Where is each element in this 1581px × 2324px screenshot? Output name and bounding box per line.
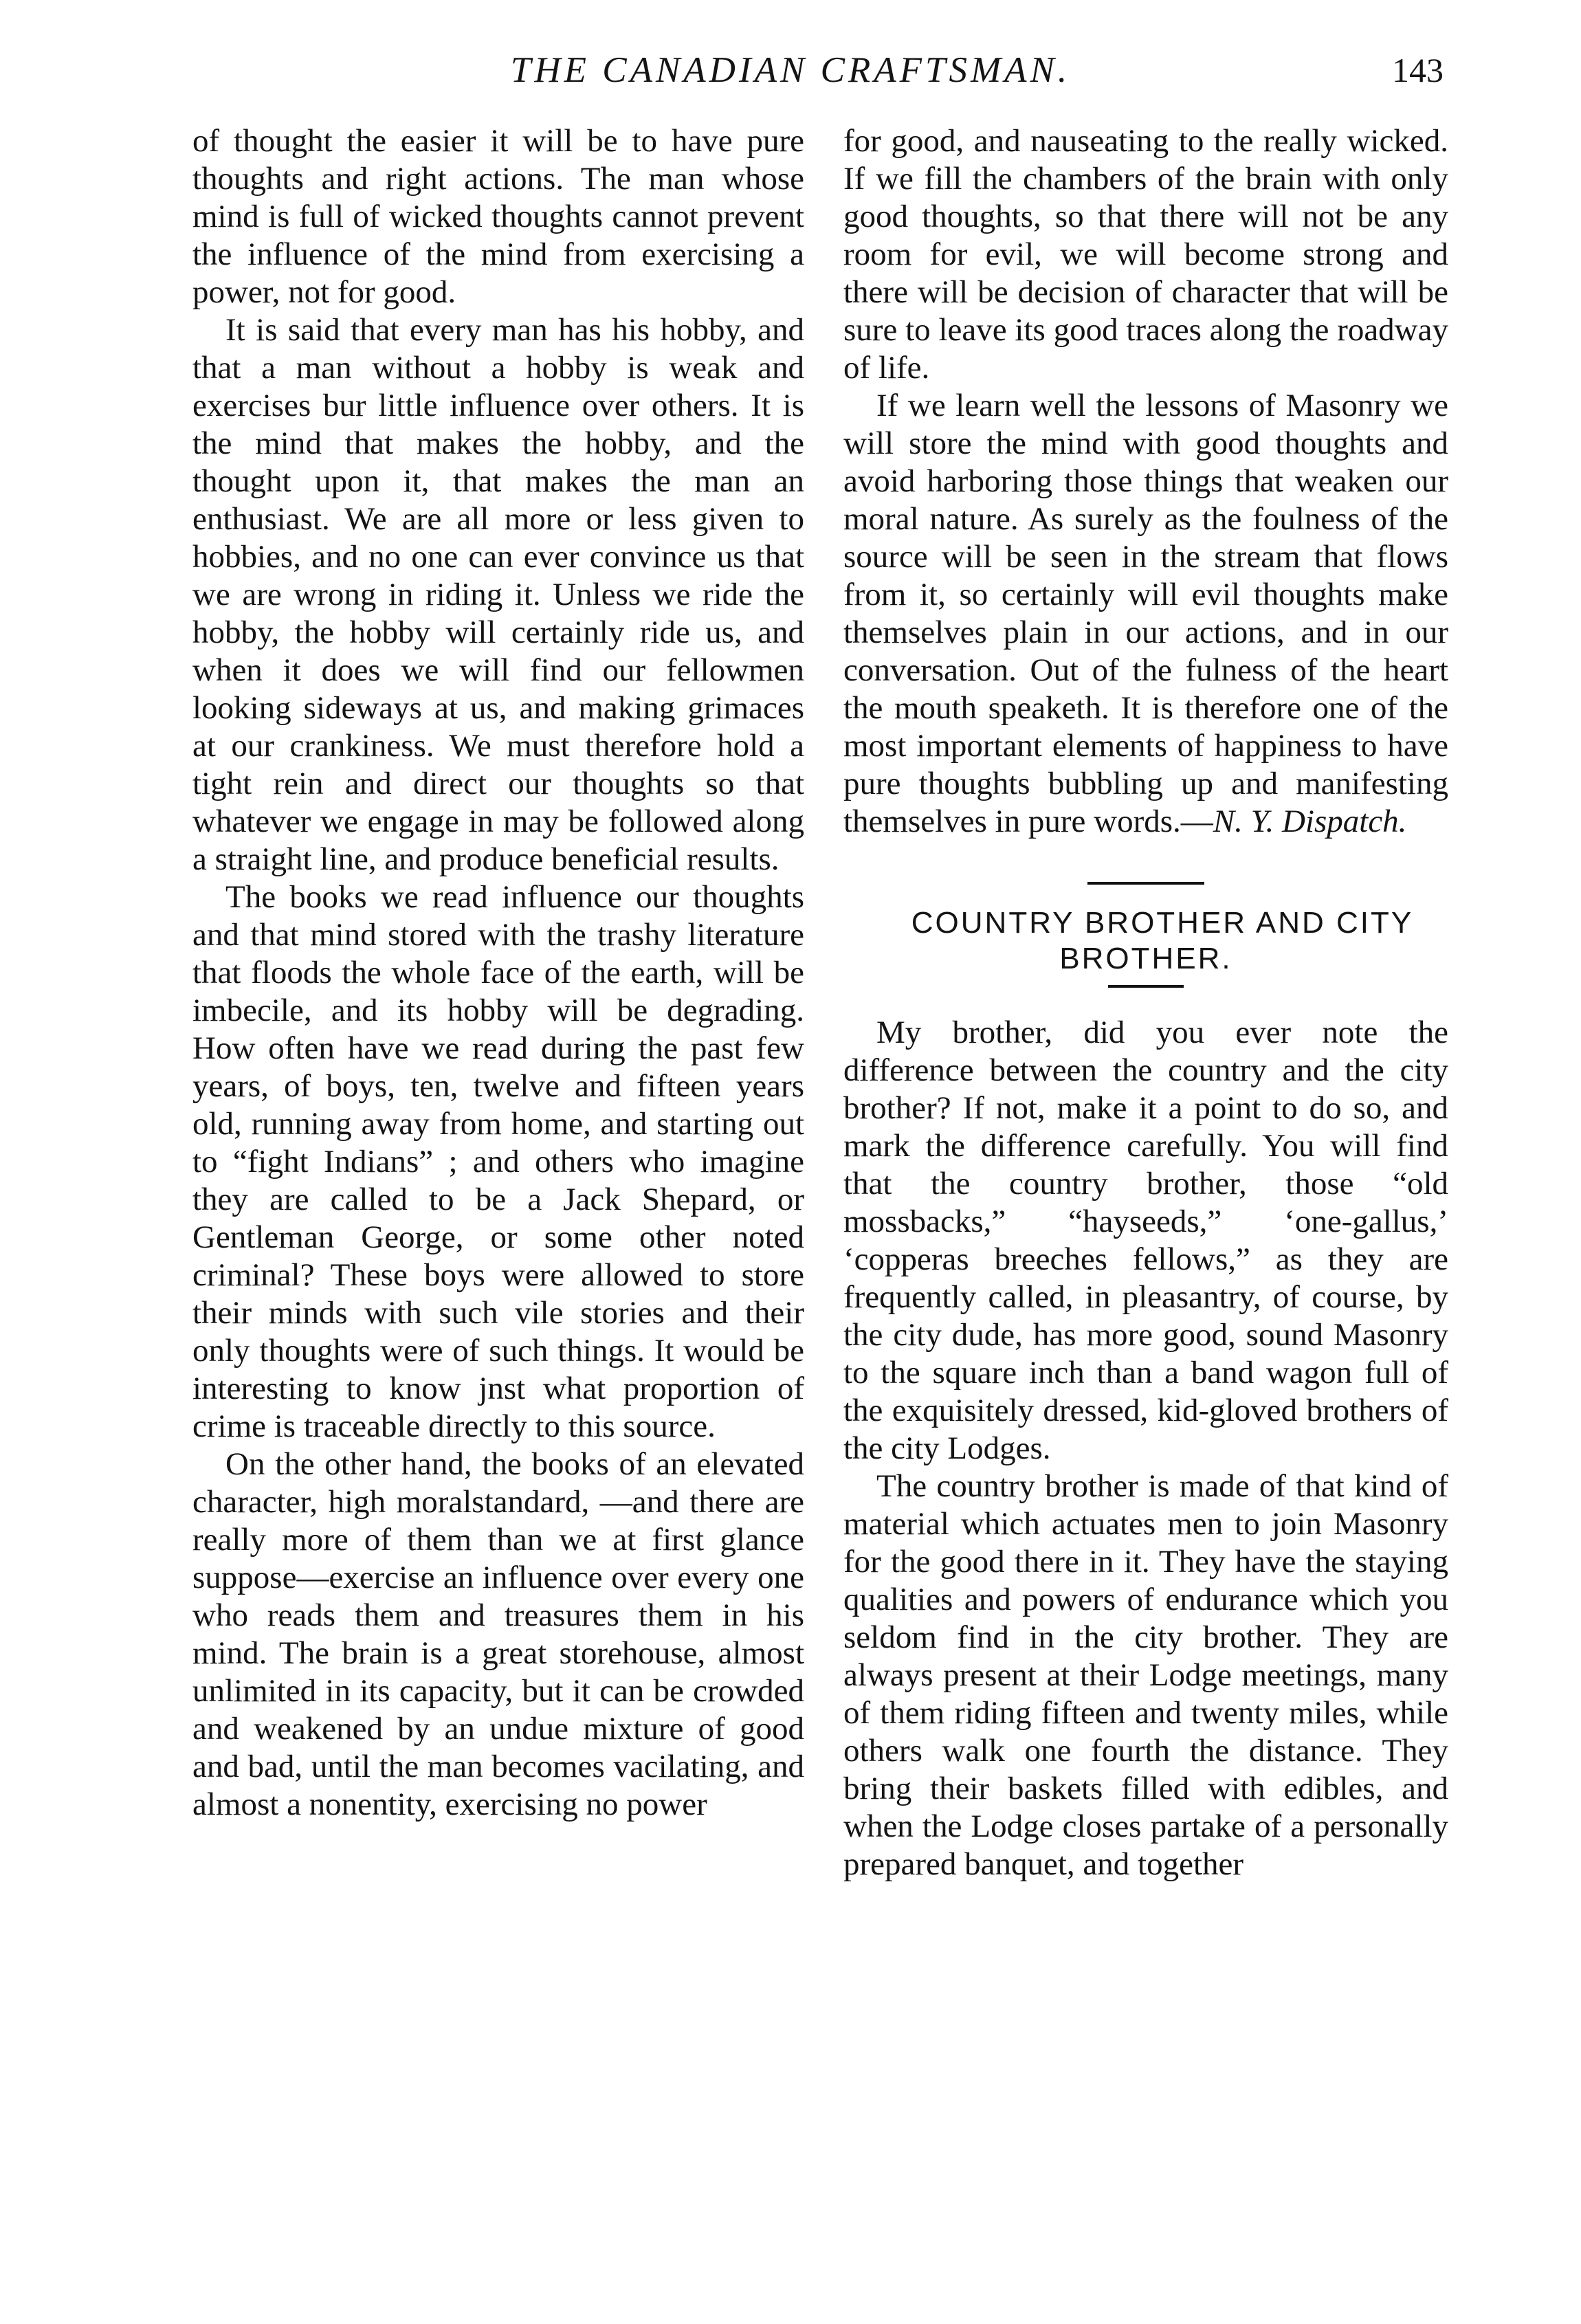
paragraph-text: If we learn well the lessons of Masonry we will store the mind with good thoughts and avoid harboring those things that weaken our moral nature. As surely as the foulness of the source will be seen in the stream that flows from it, so certainly will evil thoughts make themselves plain in our actions, and in our conversation. Out of the fulness of the heart the mouth speaketh. It is therefore one of the most important elements of happiness to have pure thoughts bubbling up and manifesting themselves in pure words.— [843,388,1448,839]
paragraph: The books we read influence our thoughts and that mind stored with the trashy literature that floods the whole face of the earth, will be imbecile, and its hobby will be degrading. How often have we read during the past few years, of boys, ten, twelve and fifteen years old, running away from home, and starting out to “fight Indians” ; and others who imagine they are called to be a Jack Shepard, or Gentleman George, or some other noted criminal? These boys were allowed to store their minds with such vile stories and their only thoughts were of such things. It would be interesting to know jnst what proportion of crime is traceable directly to this source. [192,879,804,1444]
section-divider [1087,882,1204,885]
paragraph: My brother, did you ever note the difference between the country and the city brother? If not, make it a point to do so, and mark the difference carefully. You will find that the country brother, those “old mossbacks,” “hayseeds,” ‘one-gallus,’ ‘copperas breeches fellows,” as they are frequently called, in pleasantry, of course, by the city dude, has more good, sound Masonry to the square inch than a band wagon full of the exquisitely dressed, kid-gloved brothers of the city Lodges. [843,1015,1448,1466]
paragraph: It is said that every man has his hobby, and that a man without a hobby is weak and exercises bur little influence over others. It is the mind that makes the hobby, and the thought upon it, that makes the man an enthusiast. We are all more or less given to hobbies, and no one can ever convince us that we are wrong in riding it. Unless we ride the hobby, the hobby will certainly ride us, and when it does we will find our fellowmen looking sideways at us, and making grimaces at our crankiness. We must therefore hold a tight rein and direct our thoughts so that whatever we engage in may be followed along a straight line, and produce beneficial results. [192,312,804,877]
title-divider [1108,985,1184,988]
paragraph: On the other hand, the books of an elevated character, high moralstandard, —and there are really more of them than we at first glance suppose—exercise an influence over every one who reads them and treasures them in his mind. The brain is a great storehouse, almost unlimited in its capacity, but it can be crowded and weakened by an undue mixture of good and bad, until the man becomes vacilating, and almost a nonentity, exercising no power [192,1446,804,1822]
left-column [192,122,804,1824]
running-title: THE CANADIAN CRAFTSMAN. [510,50,1071,90]
paragraph-with-source [843,387,1448,841]
right-column [843,122,1448,1883]
paragraph: for good, and nauseating to the really wicked. If we fill the chambers of the brain with only good thoughts, so that there will not be any room for evil, we will become strong and there will be decision of character that will be sure to leave its good traces along the roadway of life. [843,123,1448,386]
source-attribution: N. Y. Dispatch. [1213,804,1407,839]
page-number: 143 [1392,51,1444,89]
running-head [0,43,1581,98]
paragraph: of thought the easier it will be to have pure thoughts and right actions. The man whose mind is full of wicked thoughts cannot prevent the influence of the mind from exercising a power, not for good. [192,123,804,310]
paragraph: The country brother is made of that kind of material which actuates men to join Masonry for the good there in it. They have the staying qualities and powers of endurance which you seldom find in the city brother. They are always present at their Lodge meetings, many of them riding fifteen and twenty miles, while others walk one fourth the distance. They bring their baskets filled with edibles, and when the Lodge closes partake of a personally prepared banquet, and together [843,1468,1448,1882]
article-title: COUNTRY BROTHER AND CITY BROTHER. [911,906,1414,975]
